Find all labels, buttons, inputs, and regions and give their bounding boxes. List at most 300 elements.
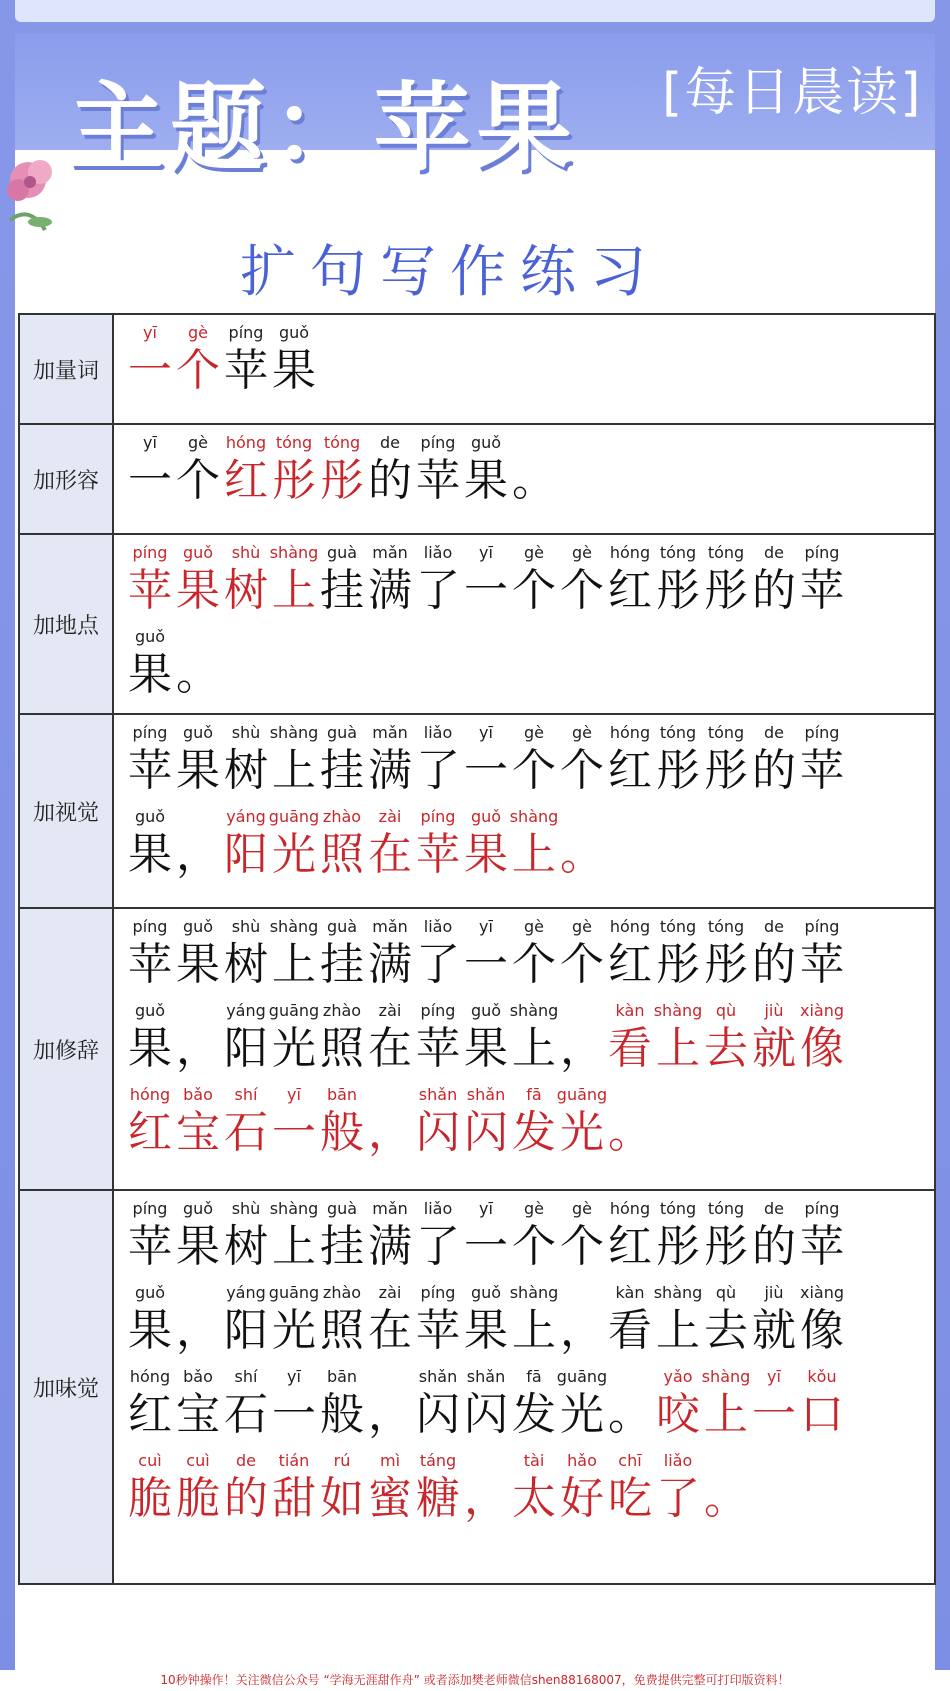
pinyin: fā xyxy=(526,1085,542,1104)
hanzi: ， xyxy=(176,1023,220,1074)
brand-badge: [每日晨读] xyxy=(662,63,923,123)
character-cell xyxy=(222,999,270,1075)
pinyin: tóng xyxy=(659,917,697,936)
pinyin: yī xyxy=(479,543,493,562)
character-cell xyxy=(750,999,798,1075)
sentence-line xyxy=(126,625,934,701)
hanzi: 的 xyxy=(224,1473,268,1524)
hanzi: 果 xyxy=(464,829,508,880)
hanzi: 一 xyxy=(272,1389,316,1440)
hanzi: 苹 xyxy=(416,829,460,880)
character-cell xyxy=(126,1281,174,1357)
character-cell xyxy=(126,915,174,991)
pinyin: cuì xyxy=(138,1451,162,1470)
hanzi: 满 xyxy=(368,745,412,796)
hanzi: 。 xyxy=(176,649,220,700)
character-cell xyxy=(222,541,270,617)
hanzi: 个 xyxy=(560,939,604,990)
character-cell xyxy=(126,625,174,701)
hanzi: 果 xyxy=(176,1221,220,1272)
hanzi: 果 xyxy=(176,745,220,796)
hanzi: 上 xyxy=(272,1221,316,1272)
hanzi: 果 xyxy=(176,939,220,990)
character-cell xyxy=(510,431,558,507)
hanzi: 了 xyxy=(416,745,460,796)
hanzi: 上 xyxy=(272,565,316,616)
pinyin: guǒ xyxy=(182,1199,214,1218)
character-cell xyxy=(654,721,702,797)
sentence-line xyxy=(126,321,934,397)
character-cell xyxy=(510,541,558,617)
pinyin: shǎn xyxy=(418,1367,458,1386)
hanzi: 红 xyxy=(128,1389,172,1440)
character-cell xyxy=(318,1197,366,1273)
hanzi: 一 xyxy=(272,1107,316,1158)
pinyin: yī xyxy=(143,433,157,452)
character-cell xyxy=(126,999,174,1075)
pinyin: gè xyxy=(524,1199,544,1218)
hanzi: 光 xyxy=(272,1023,316,1074)
character-cell xyxy=(270,999,318,1075)
hanzi: 照 xyxy=(320,829,364,880)
pinyin: jiù xyxy=(764,1283,784,1302)
pinyin: shù xyxy=(231,1199,261,1218)
character-cell xyxy=(414,1197,462,1273)
character-cell xyxy=(798,1197,846,1273)
pinyin: kǒu xyxy=(807,1367,837,1386)
pinyin: gè xyxy=(188,323,208,342)
character-cell xyxy=(702,1281,750,1357)
hanzi: 闪 xyxy=(464,1107,508,1158)
character-cell xyxy=(462,1197,510,1273)
hanzi: 树 xyxy=(224,565,268,616)
pinyin: guà xyxy=(326,723,358,742)
pinyin: píng xyxy=(132,543,168,562)
character-cell xyxy=(798,541,846,617)
hanzi: 太 xyxy=(512,1473,556,1524)
hanzi: 彤 xyxy=(320,455,364,506)
hanzi: 般 xyxy=(320,1389,364,1440)
character-cell xyxy=(510,1083,558,1159)
character-cell xyxy=(414,541,462,617)
character-cell xyxy=(462,1449,510,1525)
hanzi: 一 xyxy=(128,455,172,506)
pinyin: xiàng xyxy=(799,1001,844,1020)
pinyin: yī xyxy=(143,323,157,342)
hanzi: 彤 xyxy=(656,745,700,796)
pinyin: jiù xyxy=(764,1001,784,1020)
character-cell xyxy=(414,1083,462,1159)
hanzi: 了 xyxy=(656,1473,700,1524)
pinyin: hóng xyxy=(129,1085,171,1104)
hanzi: 的 xyxy=(752,565,796,616)
pinyin: hóng xyxy=(129,1367,171,1386)
hanzi: 苹 xyxy=(224,345,268,396)
character-cell xyxy=(174,541,222,617)
row-label: 加形容 xyxy=(20,425,114,533)
hanzi: 果 xyxy=(464,1305,508,1356)
character-cell xyxy=(126,805,174,881)
hanzi: 就 xyxy=(752,1305,796,1356)
pinyin: zài xyxy=(378,1283,402,1302)
character-cell xyxy=(366,1281,414,1357)
pinyin: kàn xyxy=(615,1001,645,1020)
pinyin: mì xyxy=(379,1451,401,1470)
hanzi: 脆 xyxy=(128,1473,172,1524)
character-cell xyxy=(750,1197,798,1273)
hanzi: 咬 xyxy=(656,1389,700,1440)
pinyin: hóng xyxy=(609,723,651,742)
hanzi: 苹 xyxy=(128,939,172,990)
hanzi: 挂 xyxy=(320,1221,364,1272)
hanzi: 阳 xyxy=(224,1305,268,1356)
character-cell xyxy=(606,541,654,617)
pinyin: bān xyxy=(326,1367,358,1386)
hanzi: 般 xyxy=(320,1107,364,1158)
pinyin: shù xyxy=(231,723,261,742)
hanzi: 。 xyxy=(608,1107,652,1158)
character-cell xyxy=(318,721,366,797)
page-subtitle: 扩句写作练习 xyxy=(240,240,660,305)
hanzi: 果 xyxy=(176,565,220,616)
pinyin: yáng xyxy=(226,1283,266,1302)
row-sentence xyxy=(114,315,934,423)
hanzi: 在 xyxy=(368,1305,412,1356)
hanzi: ， xyxy=(560,1305,604,1356)
pinyin: guǒ xyxy=(134,1001,166,1020)
pinyin: guà xyxy=(326,543,358,562)
pinyin: guǒ xyxy=(470,807,502,826)
pinyin: shǎn xyxy=(418,1085,458,1104)
character-cell xyxy=(222,1281,270,1357)
flower-decoration-icon xyxy=(0,150,70,240)
character-cell xyxy=(510,915,558,991)
hanzi: 个 xyxy=(176,345,220,396)
pinyin: yī xyxy=(287,1085,301,1104)
character-cell xyxy=(270,1281,318,1357)
pinyin: shàng xyxy=(269,917,319,936)
character-cell xyxy=(366,915,414,991)
pinyin: gè xyxy=(572,917,592,936)
pinyin: gè xyxy=(524,543,544,562)
character-cell xyxy=(558,721,606,797)
character-cell xyxy=(366,1449,414,1525)
pinyin: tián xyxy=(278,1451,310,1470)
hanzi: 红 xyxy=(608,1221,652,1272)
character-cell xyxy=(222,1083,270,1159)
character-cell xyxy=(702,1365,750,1441)
pinyin: gè xyxy=(572,1199,592,1218)
hanzi: 宝 xyxy=(176,1389,220,1440)
character-cell xyxy=(798,915,846,991)
character-cell xyxy=(510,999,558,1075)
pinyin: qù xyxy=(715,1001,737,1020)
footer-note: 10秒钟操作！关注微信公众号 “学海无涯甜作舟” 或者添加樊老师微信shen88168007，免费提供完整可打印版资料！ xyxy=(0,1670,950,1691)
hanzi: 满 xyxy=(368,939,412,990)
character-cell xyxy=(558,1449,606,1525)
hanzi: 果 xyxy=(464,1023,508,1074)
character-cell xyxy=(366,541,414,617)
hanzi: 彤 xyxy=(656,939,700,990)
character-cell xyxy=(318,1449,366,1525)
pinyin: guāng xyxy=(268,807,320,826)
character-cell xyxy=(558,805,606,881)
character-cell xyxy=(750,1365,798,1441)
hanzi: 像 xyxy=(800,1305,844,1356)
hanzi: 树 xyxy=(224,1221,268,1272)
pinyin: tóng xyxy=(707,543,745,562)
character-cell xyxy=(174,915,222,991)
hanzi: 光 xyxy=(272,829,316,880)
hanzi: 苹 xyxy=(800,1221,844,1272)
hanzi: 彤 xyxy=(704,745,748,796)
character-cell xyxy=(654,541,702,617)
character-cell xyxy=(366,1365,414,1441)
pinyin: guāng xyxy=(556,1085,608,1104)
character-cell xyxy=(510,1197,558,1273)
hanzi: 光 xyxy=(560,1389,604,1440)
pinyin: guāng xyxy=(556,1367,608,1386)
character-cell xyxy=(798,1365,846,1441)
sentence-line xyxy=(126,999,934,1075)
pinyin: píng xyxy=(804,543,840,562)
character-cell xyxy=(462,999,510,1075)
character-cell xyxy=(318,805,366,881)
pinyin: shàng xyxy=(509,807,559,826)
hanzi: 一 xyxy=(128,345,172,396)
hanzi: 发 xyxy=(512,1107,556,1158)
hanzi: 苹 xyxy=(128,745,172,796)
pinyin: bān xyxy=(326,1085,358,1104)
hanzi: ， xyxy=(368,1107,412,1158)
pinyin: yī xyxy=(479,1199,493,1218)
sentence-line xyxy=(126,1083,934,1159)
hanzi: 光 xyxy=(560,1107,604,1158)
character-cell xyxy=(174,805,222,881)
character-cell xyxy=(606,721,654,797)
pinyin: yī xyxy=(287,1367,301,1386)
pinyin: de xyxy=(764,723,784,742)
pinyin: yáng xyxy=(226,1001,266,1020)
character-cell xyxy=(510,805,558,881)
character-cell xyxy=(270,321,318,397)
hanzi: 的 xyxy=(752,745,796,796)
hanzi: 闪 xyxy=(416,1389,460,1440)
hanzi: 了 xyxy=(416,565,460,616)
character-cell xyxy=(414,721,462,797)
character-cell xyxy=(174,999,222,1075)
character-cell xyxy=(750,721,798,797)
character-cell xyxy=(270,1449,318,1525)
hanzi: 苹 xyxy=(800,939,844,990)
character-cell xyxy=(222,321,270,397)
character-cell xyxy=(462,1281,510,1357)
hanzi: 红 xyxy=(608,745,652,796)
character-cell xyxy=(606,915,654,991)
pinyin: hóng xyxy=(609,543,651,562)
hanzi: 树 xyxy=(224,939,268,990)
pinyin: shàng xyxy=(269,723,319,742)
hanzi: 上 xyxy=(656,1305,700,1356)
exercise-table xyxy=(18,313,936,1585)
character-cell xyxy=(222,721,270,797)
character-cell xyxy=(414,431,462,507)
character-cell xyxy=(462,915,510,991)
hanzi: 照 xyxy=(320,1023,364,1074)
character-cell xyxy=(798,1281,846,1357)
character-cell xyxy=(654,1449,702,1525)
pinyin: chī xyxy=(618,1451,642,1470)
character-cell xyxy=(702,721,750,797)
character-cell xyxy=(798,721,846,797)
page-title: 主题：苹果 xyxy=(68,72,578,184)
pinyin: shàng xyxy=(653,1001,703,1020)
pinyin: fā xyxy=(526,1367,542,1386)
hanzi: 脆 xyxy=(176,1473,220,1524)
hanzi: ， xyxy=(560,1023,604,1074)
row-label: 加修辞 xyxy=(20,909,114,1189)
pinyin: zhào xyxy=(322,1001,362,1020)
character-cell xyxy=(558,1197,606,1273)
pinyin: guǒ xyxy=(470,433,502,452)
hanzi: 苹 xyxy=(416,455,460,506)
table-row xyxy=(20,1191,934,1585)
character-cell xyxy=(126,1083,174,1159)
pinyin: shàng xyxy=(269,1199,319,1218)
character-cell xyxy=(126,541,174,617)
hanzi: 果 xyxy=(464,455,508,506)
character-cell xyxy=(462,431,510,507)
pinyin: hóng xyxy=(609,1199,651,1218)
hanzi: ， xyxy=(176,829,220,880)
hanzi: 树 xyxy=(224,745,268,796)
pinyin: guǒ xyxy=(134,807,166,826)
hanzi: ， xyxy=(464,1473,508,1524)
pinyin: guà xyxy=(326,1199,358,1218)
character-cell xyxy=(558,1083,606,1159)
character-cell xyxy=(174,625,222,701)
pinyin: de xyxy=(764,543,784,562)
character-cell xyxy=(414,999,462,1075)
pinyin: mǎn xyxy=(372,723,408,742)
hanzi: 甜 xyxy=(272,1473,316,1524)
character-cell xyxy=(702,1449,750,1525)
hanzi: 个 xyxy=(512,1221,556,1272)
hanzi: 照 xyxy=(320,1305,364,1356)
row-sentence xyxy=(114,909,934,1189)
character-cell xyxy=(174,1449,222,1525)
hanzi: 石 xyxy=(224,1389,268,1440)
character-cell xyxy=(702,999,750,1075)
hanzi: 口 xyxy=(800,1389,844,1440)
hanzi: 挂 xyxy=(320,939,364,990)
character-cell xyxy=(270,915,318,991)
pinyin: xiàng xyxy=(799,1283,844,1302)
hanzi: 了 xyxy=(416,939,460,990)
hanzi: 光 xyxy=(272,1305,316,1356)
character-cell xyxy=(318,999,366,1075)
character-cell xyxy=(558,999,606,1075)
pinyin: guǒ xyxy=(134,1283,166,1302)
hanzi: 苹 xyxy=(128,565,172,616)
hanzi: 彤 xyxy=(272,455,316,506)
character-cell xyxy=(414,1365,462,1441)
pinyin: yī xyxy=(479,917,493,936)
hanzi: 一 xyxy=(464,745,508,796)
character-cell xyxy=(510,1449,558,1525)
character-cell xyxy=(606,1449,654,1525)
hanzi: 闪 xyxy=(464,1389,508,1440)
character-cell xyxy=(558,1365,606,1441)
character-cell xyxy=(318,1281,366,1357)
character-cell xyxy=(654,1197,702,1273)
character-cell xyxy=(366,431,414,507)
pinyin: shǎn xyxy=(466,1367,506,1386)
character-cell xyxy=(270,431,318,507)
pinyin: shàng xyxy=(653,1283,703,1302)
pinyin: zài xyxy=(378,807,402,826)
character-cell xyxy=(414,1281,462,1357)
pinyin: guà xyxy=(326,917,358,936)
hanzi: 上 xyxy=(272,939,316,990)
sentence-line xyxy=(126,721,934,797)
hanzi: 上 xyxy=(512,1023,556,1074)
row-sentence xyxy=(114,535,934,713)
character-cell xyxy=(366,721,414,797)
hanzi: 蜜 xyxy=(368,1473,412,1524)
pinyin: shù xyxy=(231,917,261,936)
sentence-line xyxy=(126,1197,934,1273)
character-cell xyxy=(558,541,606,617)
row-sentence xyxy=(114,1191,934,1583)
character-cell xyxy=(702,541,750,617)
sentence-line xyxy=(126,1281,934,1357)
row-sentence xyxy=(114,425,934,533)
pinyin: zài xyxy=(378,1001,402,1020)
pinyin: píng xyxy=(420,1001,456,1020)
pinyin: liǎo xyxy=(423,1199,453,1218)
character-cell xyxy=(510,1281,558,1357)
hanzi: 看 xyxy=(608,1305,652,1356)
pinyin: guǒ xyxy=(278,323,310,342)
hanzi: 挂 xyxy=(320,745,364,796)
pinyin: tóng xyxy=(707,917,745,936)
character-cell xyxy=(318,915,366,991)
hanzi: 苹 xyxy=(800,565,844,616)
hanzi: 彤 xyxy=(704,565,748,616)
hanzi: 彤 xyxy=(704,939,748,990)
pinyin: píng xyxy=(804,1199,840,1218)
hanzi: ， xyxy=(368,1389,412,1440)
character-cell xyxy=(510,721,558,797)
pinyin: shù xyxy=(231,543,261,562)
hanzi: 一 xyxy=(464,565,508,616)
pinyin: píng xyxy=(420,807,456,826)
row-label: 加味觉 xyxy=(20,1191,114,1583)
hanzi: 红 xyxy=(608,565,652,616)
hanzi: 去 xyxy=(704,1023,748,1074)
hanzi: 。 xyxy=(512,455,556,506)
hanzi: 。 xyxy=(704,1473,748,1524)
character-cell xyxy=(414,805,462,881)
row-label: 加视觉 xyxy=(20,715,114,907)
character-cell xyxy=(126,431,174,507)
character-cell xyxy=(606,1197,654,1273)
hanzi: 苹 xyxy=(416,1023,460,1074)
hanzi: 个 xyxy=(560,745,604,796)
sentence-line xyxy=(126,915,934,991)
hanzi: 个 xyxy=(512,565,556,616)
